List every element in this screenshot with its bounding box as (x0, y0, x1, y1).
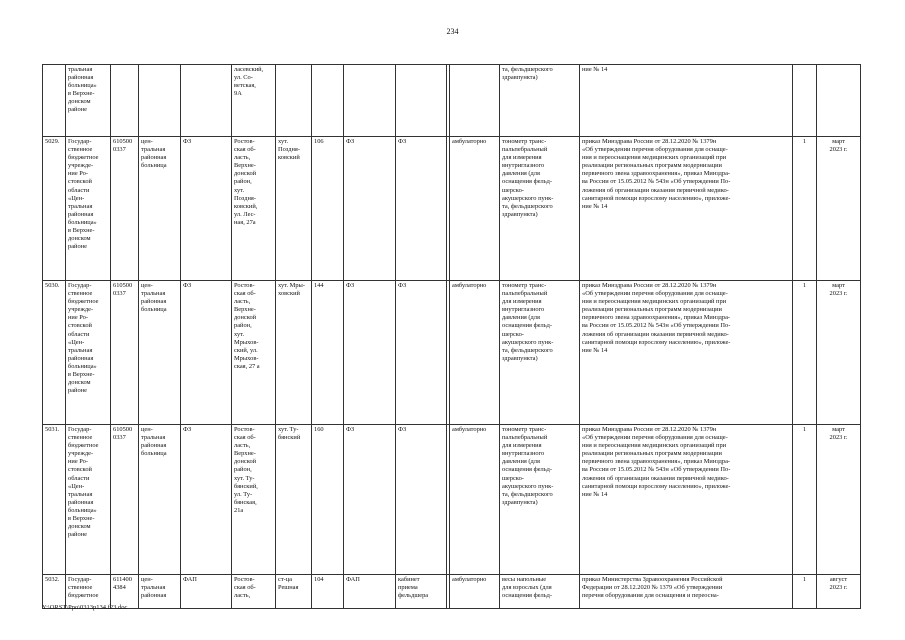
unit-type-cell: ФЗ (181, 137, 232, 281)
regulation-cell: приказ Минздрава России от 28.12.2020 № 1379н «Об утверждении перечня оборудования для оснаще- ния и переоснащения медицинских организаций при реализации региональных программ модернизации первичного звена здравоохранения», приказ Минздра- ва России от 15.05.2012 № 543н «Об утверждении По- ложения об организации оказания первичной медико- санитарной помощи взрослому населению», приложе- ние № 14 (580, 281, 793, 425)
regulation-cell: приказ Минздрава России от 28.12.2020 № 1379н «Об утверждении перечня оборудования для оснаще- ния и переоснащения медицинских организаций при реализации региональных программ модернизации первичного звена здравоохранения», приказ Минздра- ва России от 15.05.2012 № 543н «Об утверждении По- ложения об организации оказания первичной медико- санитарной помощи взрослому населению», приложе- ние № 14 (580, 425, 793, 575)
institution-code-cell: 610500 0337 (111, 425, 139, 575)
institution-name-cell: Государ- ственное бюджетное учрежде- ние Ро- стовской области «Цен- тральная районная больница» в Верхне- донском районе (66, 137, 111, 281)
medical-organization-cell: цен- тральная районная больница (139, 281, 181, 425)
quantity-cell: 1 (793, 281, 817, 425)
building-type-cell (344, 65, 396, 137)
care-condition-cell: амбулаторно (450, 575, 500, 609)
institution-code-cell: 610500 0337 (111, 137, 139, 281)
population-cell (312, 65, 344, 137)
care-condition-cell: амбулаторно (450, 425, 500, 575)
care-condition-cell (450, 65, 500, 137)
table-row (43, 281, 861, 425)
unit-type-cell: ФЗ (181, 425, 232, 575)
equipment-cell: тонометр транс- пальпебральный для измерения внутриглазного давления (для оснащения фельд- шерско- акушерского пунк- та, фельдшерского здравпункта) (500, 425, 580, 575)
address-cell: Ростов- ская об- ласть, Верхне- донской район, хут. Ту- бянский, ул. Ту- бянская, 21а (232, 425, 276, 575)
institution-name-cell: тральная районная больница» в Верхне- донском районе (66, 65, 111, 137)
settlement-cell: хут. Ту- бянский (276, 425, 312, 575)
subdivision-cell: ФЗ (396, 281, 447, 425)
institution-name-cell: Государ- ственное бюджетное учрежде- ние Ро- стовской области «Цен- тральная районная больница» в Верхне- донском районе (66, 425, 111, 575)
subdivision-cell: кабинет приема фельдшера (396, 575, 447, 609)
regulation-cell: ние № 14 (580, 65, 793, 137)
subdivision-cell: ФЗ (396, 137, 447, 281)
date-cell: март 2023 г. (817, 281, 861, 425)
institution-code-cell (111, 65, 139, 137)
medical-organization-cell: цен- тральная районная (139, 575, 181, 609)
row-number-cell: 5030. (43, 281, 66, 425)
equipment-cell: та, фельдшерского здравпункта) (500, 65, 580, 137)
medical-organization-cell: цен- тральная районная больница (139, 137, 181, 281)
subdivision-cell (396, 65, 447, 137)
institution-code-cell: 611400 4384 (111, 575, 139, 609)
date-cell: август 2023 г. (817, 575, 861, 609)
building-type-cell: ФЗ (344, 281, 396, 425)
equipment-cell: тонометр транс- пальпебральный для измерения внутриглазного давления (для оснащения фельд- шерско- акушерского пунк- та, фельдшерского здравпункта) (500, 281, 580, 425)
address-cell: ласевский, ул. Со- ветская, 9А (232, 65, 276, 137)
date-cell (817, 65, 861, 137)
settlement-cell: хут. Поздня- ковский (276, 137, 312, 281)
quantity-cell: 1 (793, 425, 817, 575)
settlement-cell: хут. Мры- ховский (276, 281, 312, 425)
institution-name-cell: Государ- ственное бюджетное учрежде- ние Ро- стовской области «Цен- тральная районная больница» в Верхне- донском районе (66, 281, 111, 425)
regulation-cell: приказ Минздрава России от 28.12.2020 № 1379н «Об утверждении перечня оборудования для оснаще- ния и переоснащения медицинских организаций при реализации региональных программ модернизации первичного звена здравоохранения», приказ Минздра- ва России от 15.05.2012 № 543н «Об утверждении По- ложения об организации оказания первичной медико- санитарной помощи взрослому населению», приложе- ние № 14 (580, 137, 793, 281)
address-cell: Ростов- ская об- ласть, Верхне- донской район, хут. Мрыхов- ский, ул. Мрыхов- ская, 27 а (232, 281, 276, 425)
care-condition-cell: амбулаторно (450, 281, 500, 425)
building-type-cell: ФЗ (344, 137, 396, 281)
quantity-cell: 1 (793, 137, 817, 281)
population-cell: 106 (312, 137, 344, 281)
row-number-cell: 5029. (43, 137, 66, 281)
medical-organization-cell (139, 65, 181, 137)
subdivision-cell: ФЗ (396, 425, 447, 575)
equipment-cell: тонометр транс- пальпебральный для измерения внутриглазного давления (для оснащения фельд- шерско- акушерского пунк- та, фельдшерского здравпункта) (500, 137, 580, 281)
unit-type-cell: ФЗ (181, 281, 232, 425)
table-row (43, 137, 861, 281)
equipment-cell: весы напольные для взрослых (для оснащения фельд- (500, 575, 580, 609)
settlement-cell (276, 65, 312, 137)
equipment-table (42, 64, 861, 609)
page-number: 234 (446, 27, 459, 36)
medical-organization-cell: цен- тральная районная больница (139, 425, 181, 575)
row-number-cell (43, 65, 66, 137)
building-type-cell: ФАП (344, 575, 396, 609)
population-cell: 160 (312, 425, 344, 575)
regulation-cell: приказ Министерства Здравоохранения Российской Федерации от 28.12.2020 № 1379 «Об утверждении перечня оборудования для оснащения и переосна- (580, 575, 793, 609)
footer-file-path: Y:\ORST\Ppo\0313p134.f23.doc (42, 604, 128, 611)
address-cell: Ростов- ская об- ласть, Верхне- донской район, хут. Поздня- ковский, ул. Лес- ная, 27а (232, 137, 276, 281)
building-type-cell: ФЗ (344, 425, 396, 575)
quantity-cell (793, 65, 817, 137)
unit-type-cell: ФАП (181, 575, 232, 609)
row-number-cell: 5032. (43, 575, 66, 609)
institution-code-cell: 610500 0337 (111, 281, 139, 425)
date-cell: март 2023 г. (817, 425, 861, 575)
population-cell: 104 (312, 575, 344, 609)
settlement-cell: ст-ца Решная (276, 575, 312, 609)
address-cell: Ростов- ская об- ласть, (232, 575, 276, 609)
date-cell: март 2023 г. (817, 137, 861, 281)
quantity-cell: 1 (793, 575, 817, 609)
table-row (43, 575, 861, 609)
care-condition-cell: амбулаторно (450, 137, 500, 281)
population-cell: 144 (312, 281, 344, 425)
table-body (43, 65, 861, 609)
institution-name-cell: Государ- ственное бюджетное (66, 575, 111, 609)
table-row (43, 65, 861, 137)
unit-type-cell (181, 65, 232, 137)
row-number-cell: 5031. (43, 425, 66, 575)
table-row (43, 425, 861, 575)
